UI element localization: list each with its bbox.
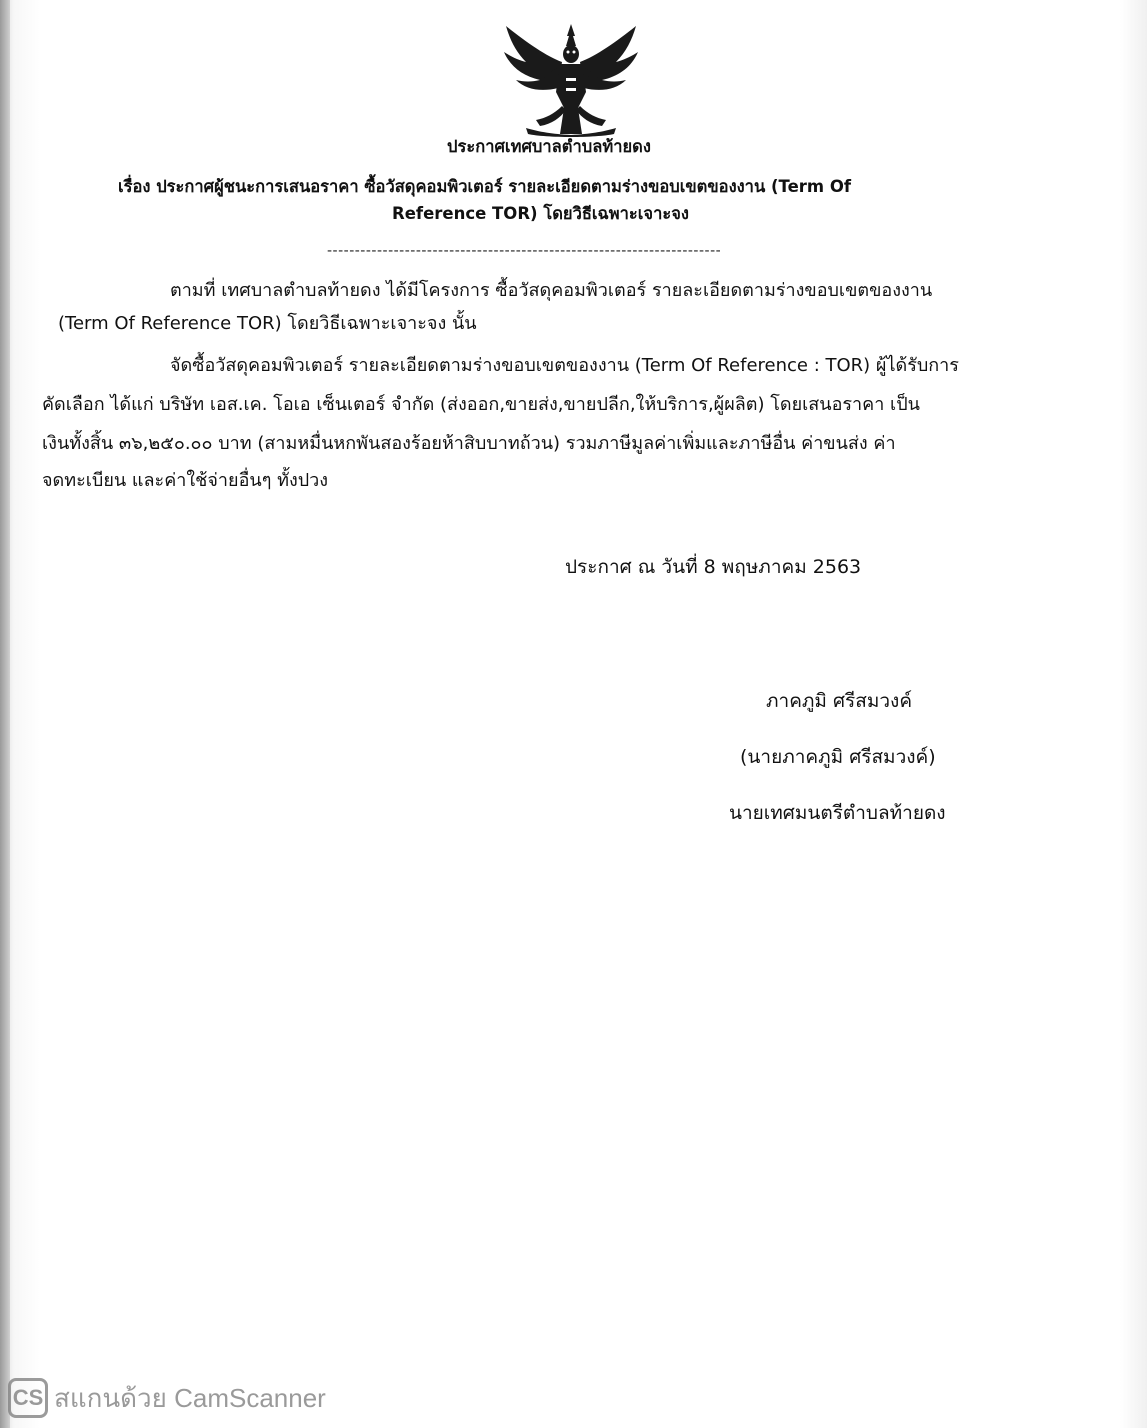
body-line-6: จดทะเบียน และค่าใช้จ่ายอื่นๆ ทั้งปวง xyxy=(42,470,329,491)
body-line-1: ตามที่ เทศบาลตำบลท้ายดง ได้มีโครงการ ซื้อวัสดุคอมพิวเตอร์ รายละเอียดตามร่างขอบเขตของงาน xyxy=(170,280,933,301)
announcement-date: ประกาศ ณ วันที่ 8 พฤษภาคม 2563 xyxy=(565,556,862,578)
watermark-text: สแกนด้วย CamScanner xyxy=(54,1382,326,1413)
signature: ภาคภูมิ ศรีสมวงค์ xyxy=(766,690,913,712)
camscanner-logo-icon: CS xyxy=(8,1378,48,1418)
body-line-3: จัดซื้อวัสดุคอมพิวเตอร์ รายละเอียดตามร่างขอบเขตของงาน (Term Of Reference : TOR) ผู้ได้รับการ xyxy=(170,355,959,376)
announcement-title: ประกาศเทศบาลตำบลท้ายดง xyxy=(447,137,651,156)
body-line-4: คัดเลือก ได้แก่ บริษัท เอส.เค. โอเอ เซ็นเตอร์ จำกัด (ส่งออก,ขายส่ง,ขายปลีก,ให้บริการ,ผู้ผลิต) โดยเสนอราคา เป็น xyxy=(42,394,920,415)
subject-line-2: Reference TOR) โดยวิธีเฉพาะเจาะจง xyxy=(392,204,689,223)
divider-line: ----------------------------------------------------------------------- xyxy=(327,243,722,259)
subject-line-1: เรื่อง ประกาศผู้ชนะการเสนอราคา ซื้อวัสดุคอมพิวเตอร์ รายละเอียดตามร่างขอบเขตของงาน (Term Of xyxy=(118,177,852,196)
signatory-position: นายเทศมนตรีตำบลท้ายดง xyxy=(729,802,946,824)
body-line-2: (Term Of Reference TOR) โดยวิธีเฉพาะเจาะจง นั้น xyxy=(58,313,477,334)
page-edge-shadow xyxy=(0,0,10,1428)
body-line-5: เงินทั้งสิ้น ๓๖,๒๕๐.๐๐ บาท (สามหมื่นหกพันสองร้อยห้าสิบบาทถ้วน) รวมภาษีมูลค่าเพิ่มและภาษีอื่น ค่าขนส่ง ค่า xyxy=(42,433,896,454)
garuda-emblem-icon xyxy=(496,22,646,140)
camscanner-watermark xyxy=(8,1376,326,1420)
signatory-printed-name: (นายภาคภูมิ ศรีสมวงค์) xyxy=(740,746,936,768)
